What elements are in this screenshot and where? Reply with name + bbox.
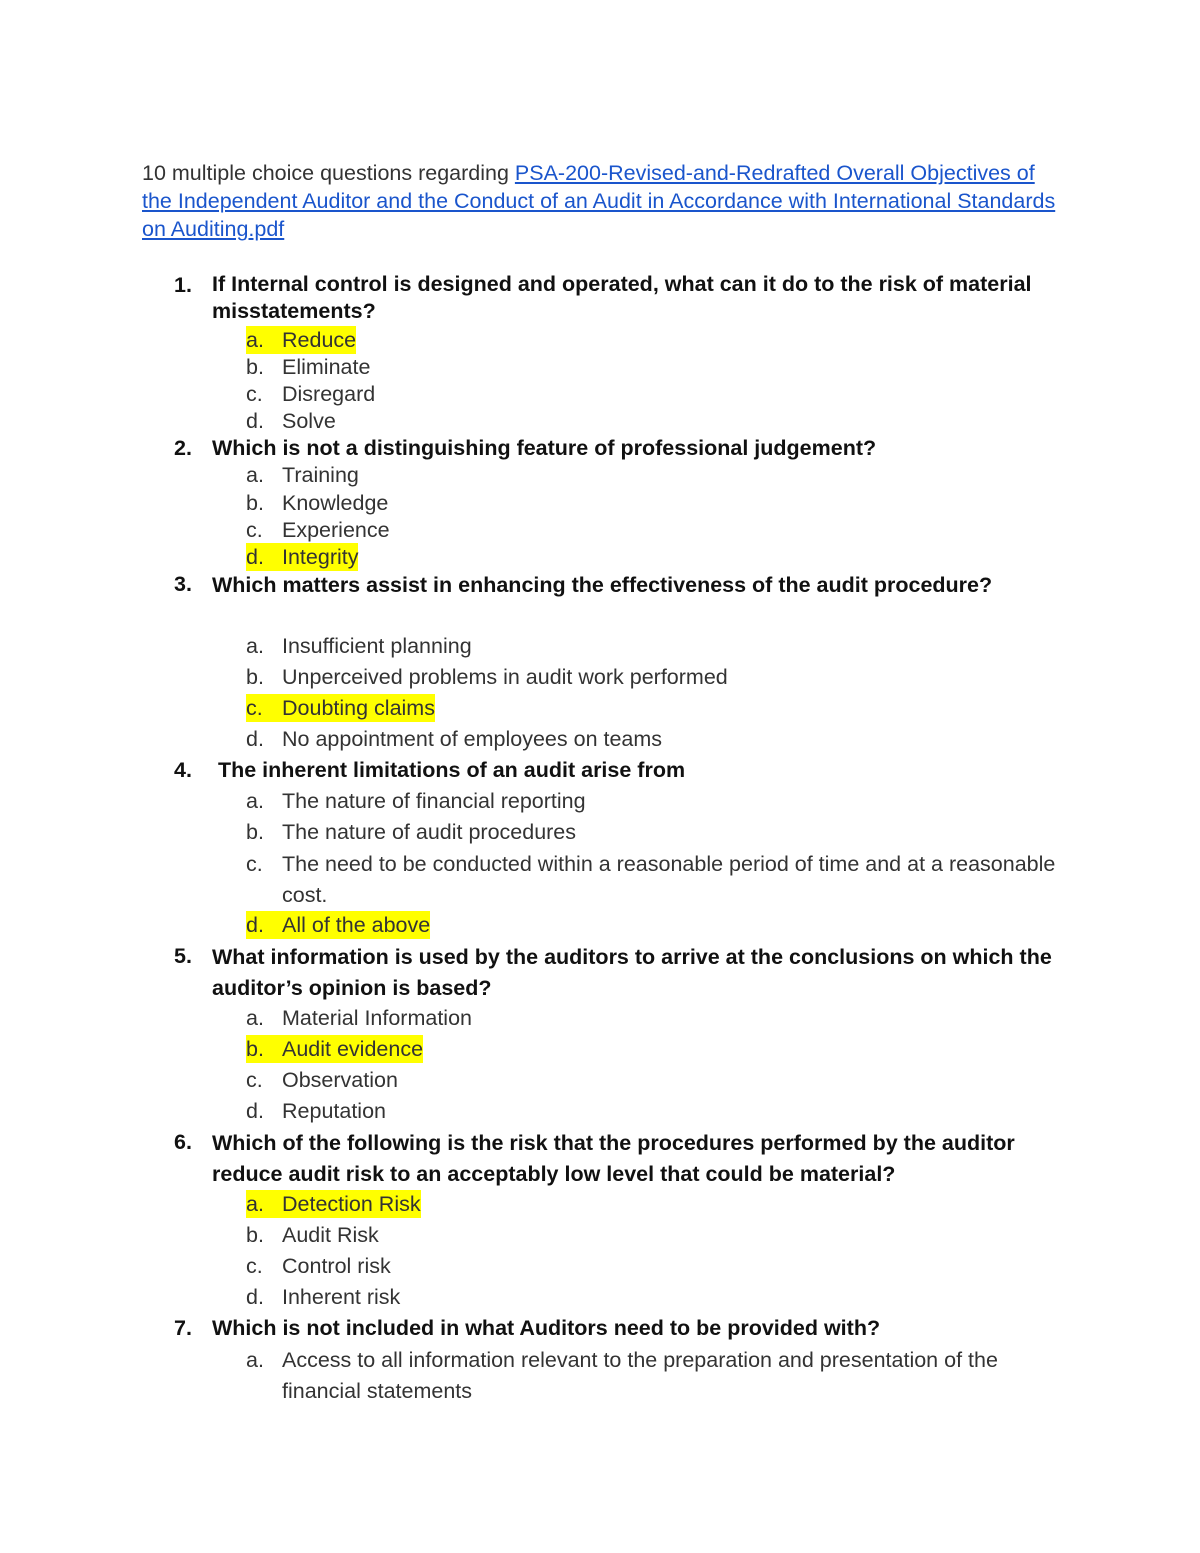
option-item-correct: [0, 694, 1200, 722]
option-item: [0, 1066, 1200, 1094]
option-content: [246, 911, 430, 939]
option-text: Audit evidence: [282, 1037, 424, 1061]
option-text: Detection Risk: [282, 1192, 421, 1216]
option-item: [0, 1004, 1200, 1032]
option-text: Integrity: [282, 545, 359, 569]
option-text: Control risk: [282, 1254, 391, 1278]
question-number: 1.: [174, 273, 192, 297]
option-content: [246, 516, 390, 544]
option-item: [0, 725, 1200, 753]
question-text: Which of the following is the risk that the procedures performed by the auditor reduce audit risk to an acceptably low level that could be material?: [212, 1131, 1021, 1186]
option-letter: a.: [246, 789, 264, 813]
option-content: [246, 461, 359, 489]
question-item: [0, 756, 1200, 937]
option-letter: b.: [246, 1037, 264, 1061]
option-letter: b.: [246, 1223, 264, 1247]
option-content: [246, 489, 388, 517]
option-text: Inherent risk: [282, 1285, 401, 1309]
option-item: [0, 849, 1200, 911]
option-item: [0, 787, 1200, 815]
option-letter: b.: [246, 491, 264, 515]
option-content: [246, 543, 358, 571]
question-text: Which is not included in what Auditors need to be provided with?: [212, 1316, 881, 1340]
option-letter: a.: [246, 1348, 264, 1372]
question-text: What information is used by the auditors to arrive at the conclusions on which the auditor’s opinion is based?: [212, 945, 1058, 1000]
option-letter: b.: [246, 820, 264, 844]
question-text: Which matters assist in enhancing the effectiveness of the audit procedure?: [212, 573, 993, 597]
option-text: Training: [282, 463, 359, 487]
option-letter: a.: [246, 328, 264, 352]
option-content: [246, 1221, 379, 1249]
option-content: [246, 1283, 400, 1311]
option-letter: c.: [246, 382, 263, 406]
option-content: [246, 694, 435, 722]
question-text: Which is not a distinguishing feature of professional judgement?: [212, 436, 877, 460]
option-content: [246, 1097, 386, 1125]
option-item-correct: [0, 326, 1200, 354]
pdf-link[interactable]: PSA-200-Revised-and-Redrafted Overall Objectives of the Independent Auditor and the Conduct of an Audit in Accordance with International Standards on Auditing.pdf: [142, 161, 1056, 241]
option-item: [0, 1097, 1200, 1125]
option-item-correct: [0, 543, 1200, 571]
option-text: Material Information: [282, 1006, 472, 1030]
question-item: [0, 570, 1200, 751]
option-item: [0, 1283, 1200, 1311]
option-content: [246, 326, 356, 354]
option-content: [246, 1004, 472, 1032]
question-number: 6.: [174, 1130, 192, 1154]
option-text: Knowledge: [282, 491, 389, 515]
option-text: Access to all information relevant to the preparation and presentation of the financial statements: [282, 1348, 998, 1403]
option-letter: d.: [246, 1285, 264, 1309]
option-letter: d.: [246, 545, 264, 569]
option-letter: d.: [246, 1099, 264, 1123]
question-number: 7.: [174, 1316, 192, 1340]
option-item: [0, 461, 1200, 489]
option-text: All of the above: [282, 913, 431, 937]
option-letter: a.: [246, 1006, 264, 1030]
option-letter: a.: [246, 1192, 264, 1216]
question-item: [0, 942, 1200, 1123]
option-item: [0, 407, 1200, 435]
option-content: [246, 818, 576, 846]
option-content: [246, 1190, 421, 1218]
option-content: [246, 787, 586, 815]
option-item-correct: [0, 1190, 1200, 1218]
option-text: Reputation: [282, 1099, 386, 1123]
option-letter: d.: [246, 727, 264, 751]
option-letter: a.: [246, 463, 264, 487]
option-text: The need to be conducted within a reasonable period of time and at a reasonable cost.: [282, 852, 1056, 907]
option-text: Reduce: [282, 328, 357, 352]
option-letter: c.: [246, 852, 263, 876]
option-item: [0, 663, 1200, 691]
option-item: [0, 1221, 1200, 1249]
option-item: [0, 1252, 1200, 1280]
option-item-correct: [0, 911, 1200, 939]
option-text: Experience: [282, 518, 390, 542]
question-item: [0, 1314, 1200, 1403]
option-item: [0, 353, 1200, 381]
option-content: [246, 849, 1072, 911]
option-text: Audit Risk: [282, 1223, 379, 1247]
option-content: [246, 663, 728, 691]
option-text: Eliminate: [282, 355, 371, 379]
option-item: [0, 516, 1200, 544]
option-content: [246, 632, 472, 660]
option-content: [246, 353, 370, 381]
option-letter: c.: [246, 518, 263, 542]
option-item: [0, 818, 1200, 846]
intro-paragraph: [142, 159, 1062, 243]
question-text: If Internal control is designed and operated, what can it do to the risk of material misstatements?: [212, 272, 1038, 323]
question-item: [0, 271, 1200, 433]
option-letter: d.: [246, 913, 264, 937]
option-text: Disregard: [282, 382, 376, 406]
option-content: [246, 380, 375, 408]
option-letter: b.: [246, 665, 264, 689]
option-text: The nature of financial reporting: [282, 789, 586, 813]
option-text: Solve: [282, 409, 336, 433]
option-content: [246, 1345, 1072, 1407]
question-number: 5.: [174, 944, 192, 968]
option-item: [0, 489, 1200, 517]
option-text: Insufficient planning: [282, 634, 472, 658]
option-text: No appointment of employees on teams: [282, 727, 663, 751]
option-text: The nature of audit procedures: [282, 820, 577, 844]
option-content: [246, 725, 662, 753]
question-item: [0, 434, 1200, 569]
question-number: 2.: [174, 436, 192, 460]
option-item: [0, 380, 1200, 408]
option-item-correct: [0, 1035, 1200, 1063]
option-letter: c.: [246, 696, 263, 720]
option-text: Doubting claims: [282, 696, 435, 720]
question-item: [0, 1128, 1200, 1309]
question-number: 4.: [174, 758, 192, 782]
option-content: [246, 1035, 423, 1063]
question-text: The inherent limitations of an audit arise from: [212, 758, 686, 782]
option-letter: d.: [246, 409, 264, 433]
intro-text: 10 multiple choice questions regarding: [142, 161, 515, 185]
option-letter: a.: [246, 634, 264, 658]
option-letter: c.: [246, 1068, 263, 1092]
option-text: Observation: [282, 1068, 398, 1092]
option-letter: c.: [246, 1254, 263, 1278]
option-item: [0, 632, 1200, 660]
option-item: [0, 1345, 1200, 1407]
question-number: 3.: [174, 572, 192, 596]
option-content: [246, 1252, 391, 1280]
option-content: [246, 1066, 398, 1094]
option-letter: b.: [246, 355, 264, 379]
option-content: [246, 407, 336, 435]
option-text: Unperceived problems in audit work performed: [282, 665, 728, 689]
